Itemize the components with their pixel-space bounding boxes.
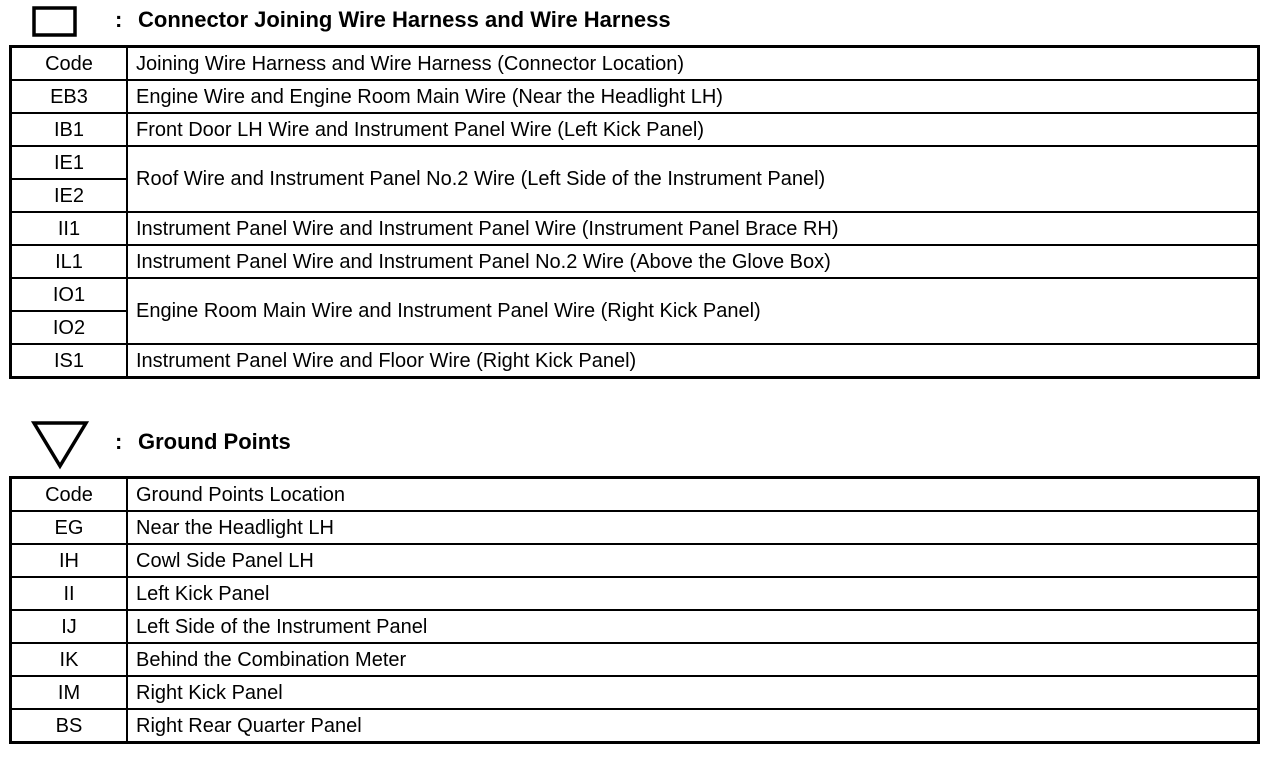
table-row bbox=[11, 610, 1259, 643]
ground-table bbox=[9, 476, 1260, 744]
table-row bbox=[11, 709, 1259, 743]
ground-section-title: Ground Points bbox=[138, 429, 291, 454]
connector-section-colon: : bbox=[115, 7, 123, 32]
connector-code: IO2 bbox=[11, 311, 128, 344]
ground-location: Right Kick Panel bbox=[127, 676, 1259, 709]
table-row bbox=[11, 113, 1259, 146]
connector-code: IE2 bbox=[11, 179, 128, 212]
ground-code: IJ bbox=[11, 610, 128, 643]
triangle-down-outline-icon bbox=[31, 420, 89, 470]
connector-location: Engine Room Main Wire and Instrument Panel Wire (Right Kick Panel) bbox=[127, 278, 1259, 344]
connector-location: Instrument Panel Wire and Instrument Panel No.2 Wire (Above the Glove Box) bbox=[127, 245, 1259, 278]
table-row bbox=[11, 511, 1259, 544]
table-row bbox=[11, 278, 1259, 311]
connector-location: Front Door LH Wire and Instrument Panel Wire (Left Kick Panel) bbox=[127, 113, 1259, 146]
ground-code: II bbox=[11, 577, 128, 610]
connector-section-title: Connector Joining Wire Harness and Wire Harness bbox=[138, 7, 671, 32]
ground-location: Left Side of the Instrument Panel bbox=[127, 610, 1259, 643]
ground-location: Right Rear Quarter Panel bbox=[127, 709, 1259, 743]
ground-section-colon: : bbox=[115, 429, 123, 454]
ground-table-header-row bbox=[11, 478, 1259, 512]
ground-location: Left Kick Panel bbox=[127, 577, 1259, 610]
connector-header-location: Joining Wire Harness and Wire Harness (Connector Location) bbox=[127, 47, 1259, 81]
square-outline-icon bbox=[32, 6, 78, 38]
ground-header-code: Code bbox=[11, 478, 128, 512]
ground-location: Behind the Combination Meter bbox=[127, 643, 1259, 676]
ground-code: BS bbox=[11, 709, 128, 743]
table-row bbox=[11, 643, 1259, 676]
connector-code: IL1 bbox=[11, 245, 128, 278]
connector-location: Instrument Panel Wire and Instrument Panel Wire (Instrument Panel Brace RH) bbox=[127, 212, 1259, 245]
ground-code: IH bbox=[11, 544, 128, 577]
ground-header-location: Ground Points Location bbox=[127, 478, 1259, 512]
ground-location: Near the Headlight LH bbox=[127, 511, 1259, 544]
ground-code: IM bbox=[11, 676, 128, 709]
connector-code: II1 bbox=[11, 212, 128, 245]
table-row bbox=[11, 577, 1259, 610]
ground-code: EG bbox=[11, 511, 128, 544]
connector-location: Roof Wire and Instrument Panel No.2 Wire (Left Side of the Instrument Panel) bbox=[127, 146, 1259, 212]
table-row bbox=[11, 544, 1259, 577]
ground-code: IK bbox=[11, 643, 128, 676]
connector-table bbox=[9, 45, 1260, 379]
connector-code: IS1 bbox=[11, 344, 128, 378]
connector-code: IB1 bbox=[11, 113, 128, 146]
table-row bbox=[11, 245, 1259, 278]
connector-code: IE1 bbox=[11, 146, 128, 179]
connector-table-header-row bbox=[11, 47, 1259, 81]
connector-location: Instrument Panel Wire and Floor Wire (Right Kick Panel) bbox=[127, 344, 1259, 378]
connector-code: IO1 bbox=[11, 278, 128, 311]
ground-location: Cowl Side Panel LH bbox=[127, 544, 1259, 577]
table-row bbox=[11, 212, 1259, 245]
table-row bbox=[11, 80, 1259, 113]
connector-location: Engine Wire and Engine Room Main Wire (Near the Headlight LH) bbox=[127, 80, 1259, 113]
connector-header-code: Code bbox=[11, 47, 128, 81]
table-row bbox=[11, 676, 1259, 709]
table-row bbox=[11, 344, 1259, 378]
connector-code: EB3 bbox=[11, 80, 128, 113]
table-row bbox=[11, 146, 1259, 179]
